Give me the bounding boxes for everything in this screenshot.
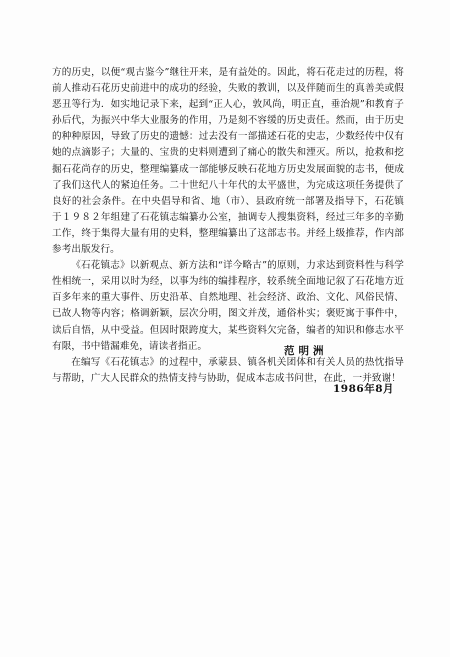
preface-body [52,65,404,387]
paragraph-2: 《石花镇志》以新观点、新方法和“详今略古”的原则，力求达到资料性与科学性相统一，采用以时为经，以事为纬的编排程序，较系统全面地记叙了石花地方近百多年来的重大事件、历史沿革、自然地理、社会经济、政治、文化、风俗民情、已故人物等内容；格调新颖，层次分明，图文并茂，通俗朴实；褒贬寓于事件中，读后自悟，从中受益。但因时限跨度大，某些资料欠完备，编者的知识和修志水平有限，书中错漏难免，请读者指正。 [52,260,404,352]
paragraph-1: 方的历史，以便“观古鉴今”继往开来，是有益处的。因此，将石花走过的历程，将前人推动石花历史前进中的成功的经验，失败的教训，以及伴随而生的真善美或假恶丑等行为．如实地记录下来，起到“正人心，敦风尚，明正直，垂治规”和教育子孙后代，为振兴中华大业服务的作用，乃是刻不容缓的历史责任。然而，由于历史的种种原因，导致了历史的遗憾：过去没有一部描述石花的史志，少数经传中仅有她的点滴影子；大量的、宝贵的史料则遭到了痛心的散失和湮灭。所以，抢救和挖掘石花尚存的历史，整理编纂成一部能够反映石花地方历史发展面貌的志书，便成了我们这代人的紧迫任务。二十世纪八十年代的太平盛世，为完成这项任务提供了良好的社会条件。在中央倡导和省、地（市）、县政府统一部署及指导下，石花镇于１９８２年组建了石花镇志编纂办公室，抽调专人搜集资料，经过三年多的辛勤工作，终于集得大量有用的史料，整理编纂出了这部志书。并经上级推荐，作内部参考出版发行。 [52,67,404,256]
author-signature: 范明洲 [284,345,328,357]
paragraph-3: 在编写《石花镇志》的过程中，承蒙县、镇各机关团体和有关人员的热忱指导与帮助，广大人民群众的热情支持与协助，促成本志成书问世，在此，一并致谢！ [52,356,404,384]
document-date: 1986年8月 [333,383,395,395]
